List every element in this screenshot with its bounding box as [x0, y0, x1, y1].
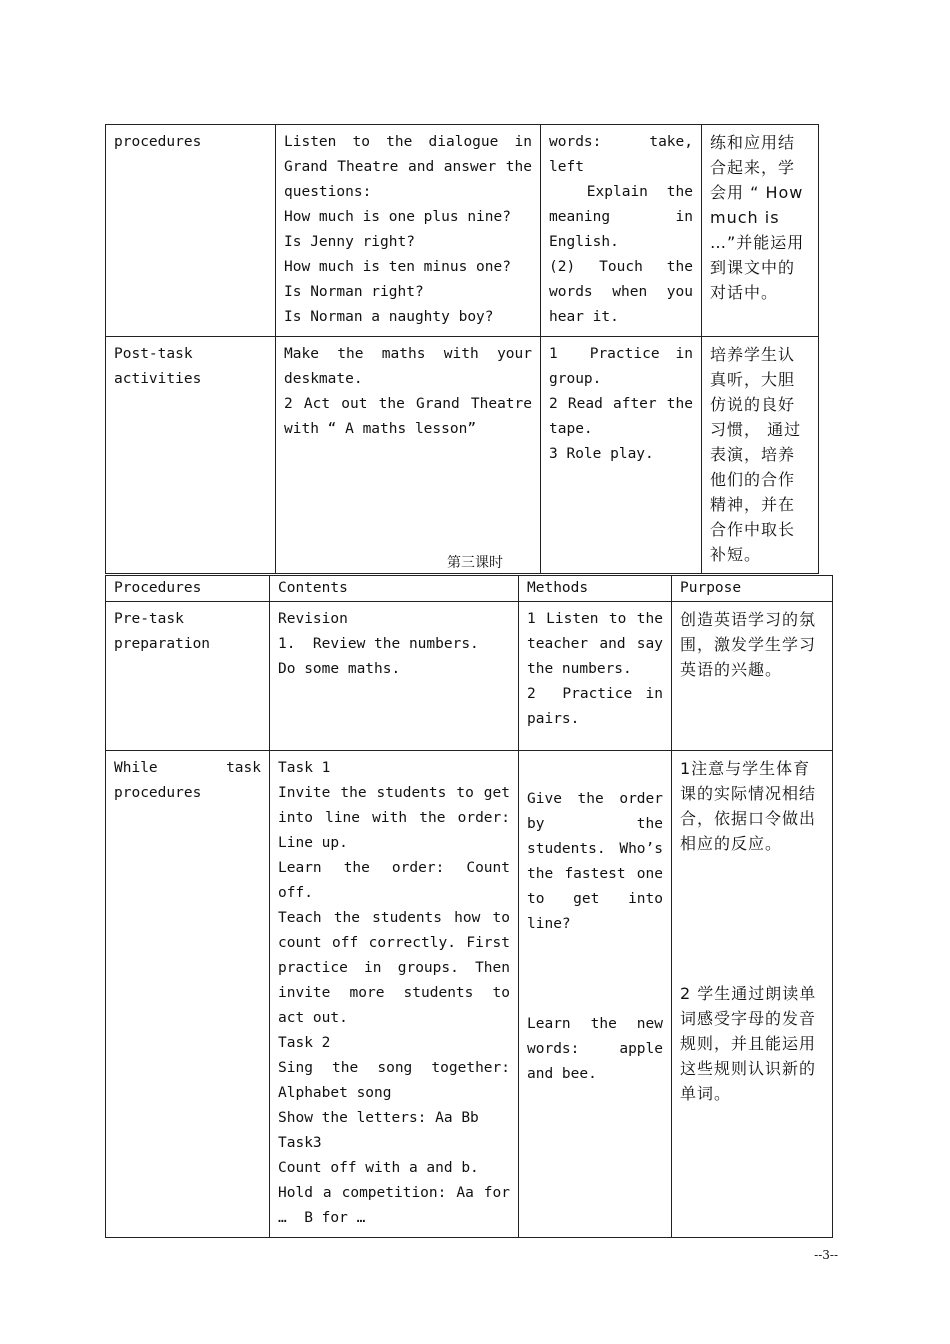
lesson-table — [105, 575, 833, 1238]
procedure-cell: Post-task activities — [106, 337, 276, 574]
methods-cell: 1 Listen to the teacher and say the numbers. 2 Practice in pairs. — [519, 602, 672, 751]
purpose-cell: 创造英语学习的氛围，激发学生学习英语的兴趣。 — [672, 602, 833, 751]
contents-cell: Make the maths with your deskmate. 2 Act out the Grand Theatre with “ A maths lesson” — [276, 337, 541, 574]
contents-cell: Listen to the dialogue in Grand Theatre and answer the questions: How much is one plus nine? Is Jenny right? How much is ten minus one? Is Norman right? Is Norman a naughty boy? — [276, 125, 541, 337]
purpose-cell: 练和应用结合起来，学会用 “ How much is …”并能运用到课文中的对话中。 — [702, 125, 819, 337]
header-contents: Contents — [270, 576, 519, 602]
methods-cell: words: take, left Explain the meaning in English. (2) Touch the words when you hear it. — [541, 125, 702, 337]
lesson-table-continued — [105, 124, 819, 574]
purpose-cell: 1注意与学生体育课的实际情况相结合，依据口令做出相应的反应。 2 学生通过朗读单词感受字母的发音规则，并且能运用这些规则认识新的单词。 — [672, 751, 833, 1238]
contents-cell: Task 1 Invite the students to get into line with the order: Line up. Learn the order: Count off. Teach the students how to count off correctly. First practice in groups. Then invite more students to act out. Task 2 Sing the song together: Alphabet song Show the letters: Aa Bb Task3 Count off with a and b. Hold a competition: Aa for … B for … — [270, 751, 519, 1238]
table-header-row — [106, 576, 833, 602]
spacer — [527, 756, 663, 781]
table-row — [106, 751, 833, 1238]
methods-cell: Give the order by the students. Who’s the fastest one to get into line? Learn the new words: apple and bee. — [519, 751, 672, 1238]
header-procedures: Procedures — [106, 576, 270, 602]
section-caption: 第三课时 — [447, 555, 503, 571]
contents-cell: Revision 1. Review the numbers. Do some maths. — [270, 602, 519, 751]
table-row — [106, 337, 819, 574]
table-row — [106, 125, 819, 337]
table-row — [106, 602, 833, 751]
header-purpose: Purpose — [672, 576, 833, 602]
purpose-cell: 培养学生认真听，大胆仿说的良好习惯， 通过表演，培养他们的合作精神，并在合作中取长补短。 — [702, 337, 819, 574]
methods-cell: 1 Practice in group. 2 Read after the tape. 3 Role play. — [541, 337, 702, 574]
procedure-cell: procedures — [106, 125, 276, 337]
header-methods: Methods — [519, 576, 672, 602]
page-number: --3-- — [814, 1248, 838, 1262]
procedure-cell: While task procedures — [106, 751, 270, 1238]
procedure-cell: Pre-task preparation — [106, 602, 270, 751]
